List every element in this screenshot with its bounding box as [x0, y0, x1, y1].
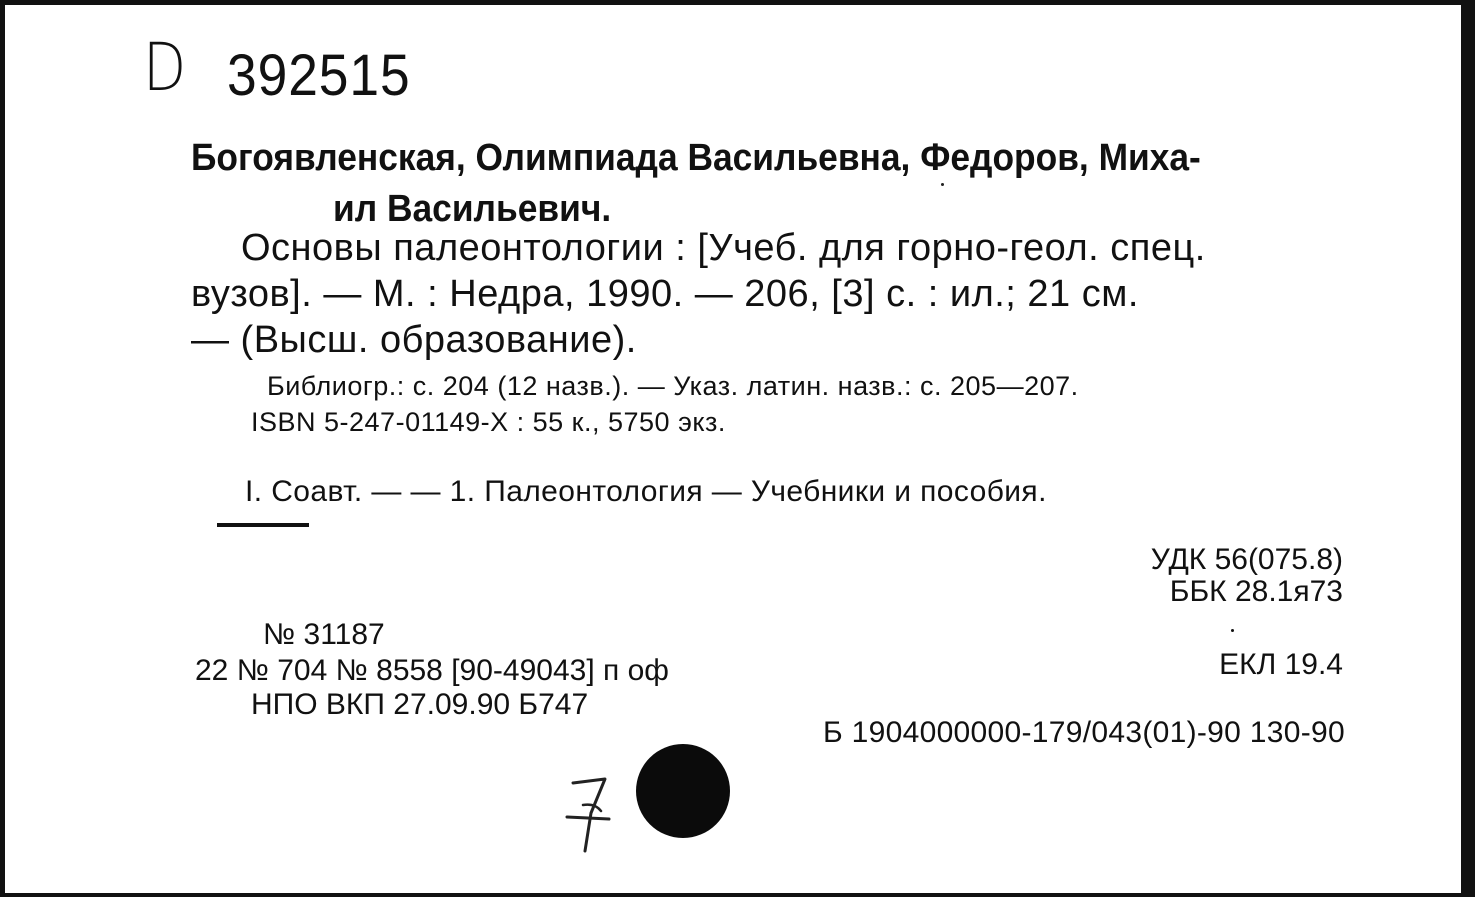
- production-number: № 31187: [263, 618, 385, 651]
- index-code: Б 1904000000-179/043(01)-90 130-90: [823, 716, 1345, 749]
- production-publisher: НПО ВКП 27.09.90 Б747: [251, 688, 589, 721]
- production-order: 22 № 704 № 8558 [90-49043] п оф: [195, 654, 669, 687]
- print-dot: [1231, 629, 1234, 632]
- bbk-class: ББК 28.1я73: [1169, 575, 1343, 608]
- authors-line-1: Богоявленская, Олимпиада Васильевна, Федоров, Миха-: [191, 137, 1201, 179]
- print-speck: [941, 183, 944, 186]
- title-line-2: вузов]. — М. : Недра, 1990. — 206, [3] с. : ил.; 21 см.: [191, 273, 1139, 315]
- udk-class: УДК 56(075.8): [1150, 543, 1343, 576]
- catalog-letter: D: [143, 29, 187, 106]
- title-line-1: Основы палеонтологии : [Учеб. для горно-геол. спец.: [241, 227, 1206, 269]
- authors-line-2: ил Васильевич.: [333, 188, 612, 230]
- catalog-number: 392515: [227, 43, 411, 108]
- bibliography-note: Библиогр.: с. 204 (12 назв.). — Указ. латин. назв.: с. 205—207.: [267, 371, 1079, 401]
- isbn-note: ISBN 5-247-01149-X : 55 к., 5750 экз.: [251, 407, 726, 437]
- title-line-3: — (Высш. образование).: [191, 319, 637, 361]
- underline-mark: [217, 523, 309, 527]
- subject-tracing: I. Соавт. — — 1. Палеонтология — Учебники и пособия.: [245, 475, 1047, 508]
- ekl-class: ЕКЛ 19.4: [1219, 648, 1343, 681]
- punch-hole: [636, 744, 730, 838]
- handwritten-mark-icon: [561, 773, 621, 855]
